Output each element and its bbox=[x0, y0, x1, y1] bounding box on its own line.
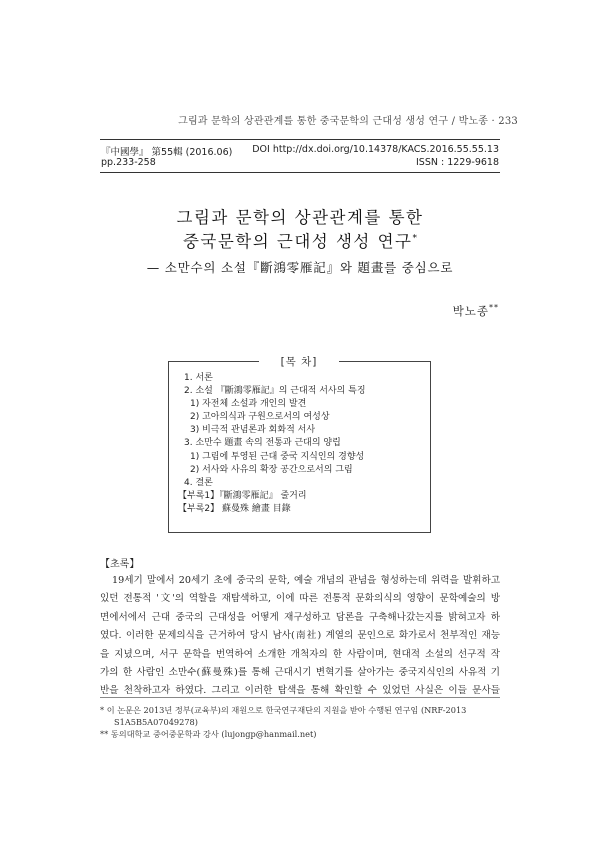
toc-title: [목 차] bbox=[259, 354, 339, 369]
toc-item: 2) 고아의식과 구원으로서의 여성상 bbox=[190, 412, 330, 423]
author-footnote-mark: ** bbox=[489, 303, 499, 313]
toc-item: 2) 서사와 사유의 확장 공간으로서의 그림 bbox=[190, 464, 353, 475]
abstract-line: 면에서에서 근대 중국의 근대성을 어떻게 재구성하고 담론을 구축해나갔는지를 밝혀고자 하 bbox=[100, 611, 500, 623]
doi-text: DOI http://dx.doi.org/10.14378/KACS.2016.55.55.13 bbox=[252, 144, 499, 155]
footnote-1: * 이 논문은 2013년 정부(교육부)의 재원으로 한국연구재단의 지원을 받아 수행된 연구임 (NRF-2013 bbox=[100, 705, 467, 715]
header-rule-top bbox=[100, 139, 500, 140]
title-footnote-mark: * bbox=[412, 233, 417, 244]
header-rule-bottom bbox=[100, 172, 500, 173]
toc-appendix: 【부록1】『斷鴻零雁記』 줄거리 bbox=[178, 490, 307, 501]
footnotes bbox=[100, 704, 500, 740]
abstract-line: 였다. 이러한 문제의식을 근거하여 당시 남사(南社) 계열의 문인으로 화가로서 천부적인 재능 bbox=[100, 630, 500, 642]
footnote-1-cont: S1A5B5A07049278) bbox=[114, 717, 198, 727]
footnote-rule bbox=[100, 697, 500, 698]
abstract-body bbox=[100, 572, 500, 701]
toc-item: 3. 소만수 題畫 속의 전통과 근대의 양립 bbox=[184, 438, 341, 449]
abstract-line: 반을 천착하고자 하였다. 그리고 이러한 탐색을 통해 확인할 수 있었던 사실은 이들 문사들 bbox=[100, 685, 500, 697]
toc-item: 2. 소설 『斷鴻零雁記』의 근대적 서사의 특징 bbox=[184, 386, 366, 397]
abstract-label: 【초록】 bbox=[100, 559, 140, 570]
abstract-line: 을 지녔으며, 서구 문학을 번역하여 소개한 개척자의 한 사람이며, 현대적 소설의 선구적 작 bbox=[100, 648, 500, 660]
page-range: pp.233-258 bbox=[101, 157, 156, 168]
abstract-line: 있던 전통적 '文'의 역할을 재탐색하고, 이에 따른 전통적 문화의식의 영향이 문학예술의 방 bbox=[100, 593, 500, 605]
toc-item: 1) 그림에 투영된 근대 중국 지식인의 경향성 bbox=[190, 451, 365, 462]
title-line-1: 그림과 문학의 상관관계를 통한 bbox=[176, 208, 424, 227]
footnote-2: ** 동의대학교 중어중문학과 강사 (lujongp@hanmail.net) bbox=[100, 729, 317, 739]
subtitle: — 소만수의 소설『斷鴻零雁記』와 題畫를 중심으로 bbox=[146, 260, 454, 275]
author-name: 박노종 bbox=[452, 304, 489, 318]
running-header: 그림과 문학의 상관관계를 통한 중국문학의 근대성 생성 연구 / 박노종 · 233 bbox=[178, 116, 518, 127]
journal-name-issue: 『中國學』 第55輯 (2016.06) bbox=[101, 147, 233, 158]
toc-item: 4. 결론 bbox=[184, 477, 213, 488]
title-line-2-text: 중국문학의 근대성 생성 연구 bbox=[182, 232, 413, 251]
toc-item: 3) 비극적 관념론과 회화적 서사 bbox=[190, 425, 316, 436]
toc-item: 1) 자전체 소설과 개인의 발견 bbox=[190, 399, 307, 410]
abstract-line: 가의 한 사람인 소만수(蘇曼殊)를 통해 근대시기 변혁기를 살아가는 중국지식인의 사유적 기 bbox=[100, 667, 500, 679]
issn-text: ISSN : 1229-9618 bbox=[416, 157, 499, 168]
toc-appendix: 【부록2】 蘇曼殊 繪畫 目錄 bbox=[178, 503, 291, 514]
toc-list bbox=[178, 372, 424, 516]
abstract-line: 19세기 말에서 20세기 초에 중국의 문학, 예술 개념의 관념을 형성하는데 위력을 발휘하고 bbox=[112, 575, 500, 586]
author-line bbox=[453, 303, 499, 319]
title-line-2 bbox=[100, 228, 500, 252]
toc-item: 1. 서론 bbox=[184, 373, 213, 383]
